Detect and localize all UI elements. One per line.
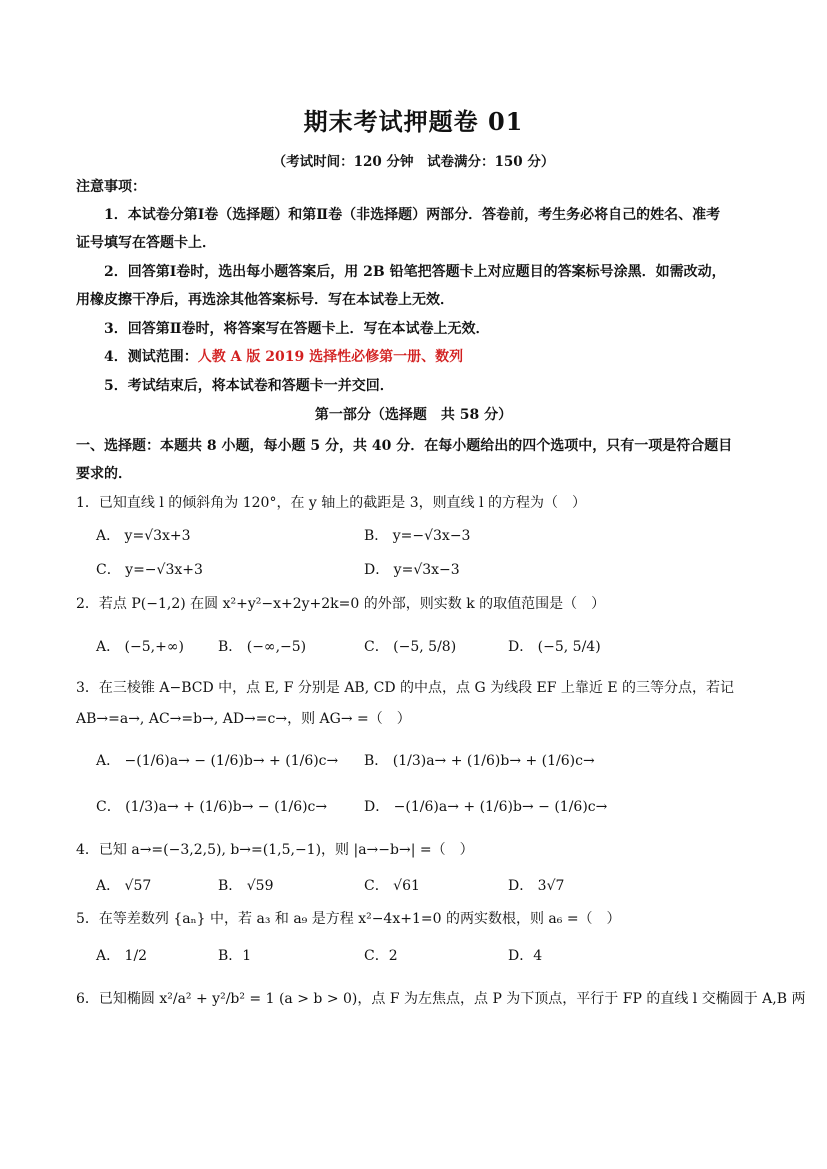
question-4-stem: 4．已知 a→=(−3,2,5), b→=(1,5,−1)，则 |a→−b→| =（ ） xyxy=(76,842,474,858)
section1-instruction-line-2: 要求的． xyxy=(76,466,132,482)
question-2-option-a: A． (−5,+∞) xyxy=(96,639,184,655)
question-2-option-b: B． (−∞,−5) xyxy=(218,639,307,655)
question-1-option-d: D． y=√3x−3 xyxy=(364,562,460,578)
question-3-option-d: D． −(1/6)a→ + (1/6)b→ − (1/6)c→ xyxy=(364,799,608,815)
question-1-option-c: C． y=−√3x+3 xyxy=(96,562,203,578)
notice-item-4-prefix: 4．测试范围： xyxy=(104,349,198,365)
notice-item-5: 5．考试结束后，将本试卷和答题卡一并交回． xyxy=(104,378,394,394)
question-1-stem: 1．已知直线 l 的倾斜角为 120°，在 y 轴上的截距是 3，则直线 l 的方程为（ ） xyxy=(76,495,587,511)
question-5-option-c: C．2 xyxy=(364,948,398,964)
question-3-option-a: A． −(1/6)a→ − (1/6)b→ + (1/6)c→ xyxy=(96,753,339,769)
section1-instruction-line-1: 一、选择题：本题共 8 小题，每小题 5 分，共 40 分．在每小题给出的四个选项中，只有一项是符合题目 xyxy=(76,438,733,454)
question-2-stem: 2．若点 P(−1,2) 在圆 x²+y²−x+2y+2k=0 的外部，则实数 k 的取值范围是（ ） xyxy=(76,596,606,612)
question-3-stem-line-2: AB→=a→, AC→=b→, AD→=c→，则 AG→ =（ ） xyxy=(76,711,411,727)
notice-item-3: 3．回答第Ⅱ卷时，将答案写在答题卡上．写在本试卷上无效． xyxy=(104,321,490,337)
question-5-option-d: D．4 xyxy=(508,948,543,964)
question-5-option-a: A． 1/2 xyxy=(96,948,148,964)
question-4-option-b: B． √59 xyxy=(218,878,274,894)
notice-item-1-line-1: 1．本试卷分第Ⅰ卷（选择题）和第Ⅱ卷（非选择题）两部分．答卷前，考生务必将自己的姓名、准考 xyxy=(104,207,721,223)
question-4-option-d: D． 3√7 xyxy=(508,878,565,894)
question-2-option-d: D． (−5, 5/4) xyxy=(508,639,601,655)
question-3-option-b: B． (1/3)a→ + (1/6)b→ + (1/6)c→ xyxy=(364,753,595,769)
question-1-option-a: A． y=√3x+3 xyxy=(96,528,191,544)
question-4-option-a: A． √57 xyxy=(96,878,152,894)
question-4-option-c: C． √61 xyxy=(364,878,420,894)
test-scope: 人教 A 版 2019 选择性必修第一册、数列 xyxy=(197,349,464,365)
question-3-option-c: C． (1/3)a→ + (1/6)b→ − (1/6)c→ xyxy=(96,799,328,815)
page-title: 期末考试押题卷 01 xyxy=(303,107,524,136)
notice-item-4 xyxy=(104,348,463,366)
notice-item-2-line-2: 用橡皮擦干净后，再选涂其他答案标号．写在本试卷上无效． xyxy=(76,292,454,308)
part1-title: 第一部分（选择题 共 58 分） xyxy=(314,407,513,423)
question-1-option-b: B． y=−√3x−3 xyxy=(364,528,471,544)
question-3-stem-line-1: 3．在三棱锥 A−BCD 中，点 E, F 分别是 AB, CD 的中点，点 G 为线段 EF 上靠近 E 的三等分点，若记 xyxy=(76,680,735,696)
question-5-stem: 5．在等差数列 {aₙ} 中，若 a₃ 和 a₉ 是方程 x²−4x+1=0 的两实数根，则 a₆ =（ ） xyxy=(76,911,621,927)
question-5-option-b: B．1 xyxy=(218,948,252,964)
exam-info: （考试时间：120 分钟 试卷满分：150 分） xyxy=(272,154,555,170)
notice-item-1-line-2: 证号填写在答题卡上． xyxy=(76,235,216,251)
notice-item-2-line-1: 2．回答第Ⅰ卷时，选出每小题答案后，用 2B 铅笔把答题卡上对应题目的答案标号涂黑．如需改动， xyxy=(104,264,726,280)
question-2-option-c: C． (−5, 5/8) xyxy=(364,639,457,655)
notice-heading: 注意事项： xyxy=(76,179,146,195)
question-6-stem: 6．已知椭圆 x²/a² + y²/b² = 1 (a > b > 0)，点 F 为左焦点，点 P 为下顶点，平行于 FP 的直线 l 交椭圆于 A,B 两 xyxy=(76,991,806,1007)
